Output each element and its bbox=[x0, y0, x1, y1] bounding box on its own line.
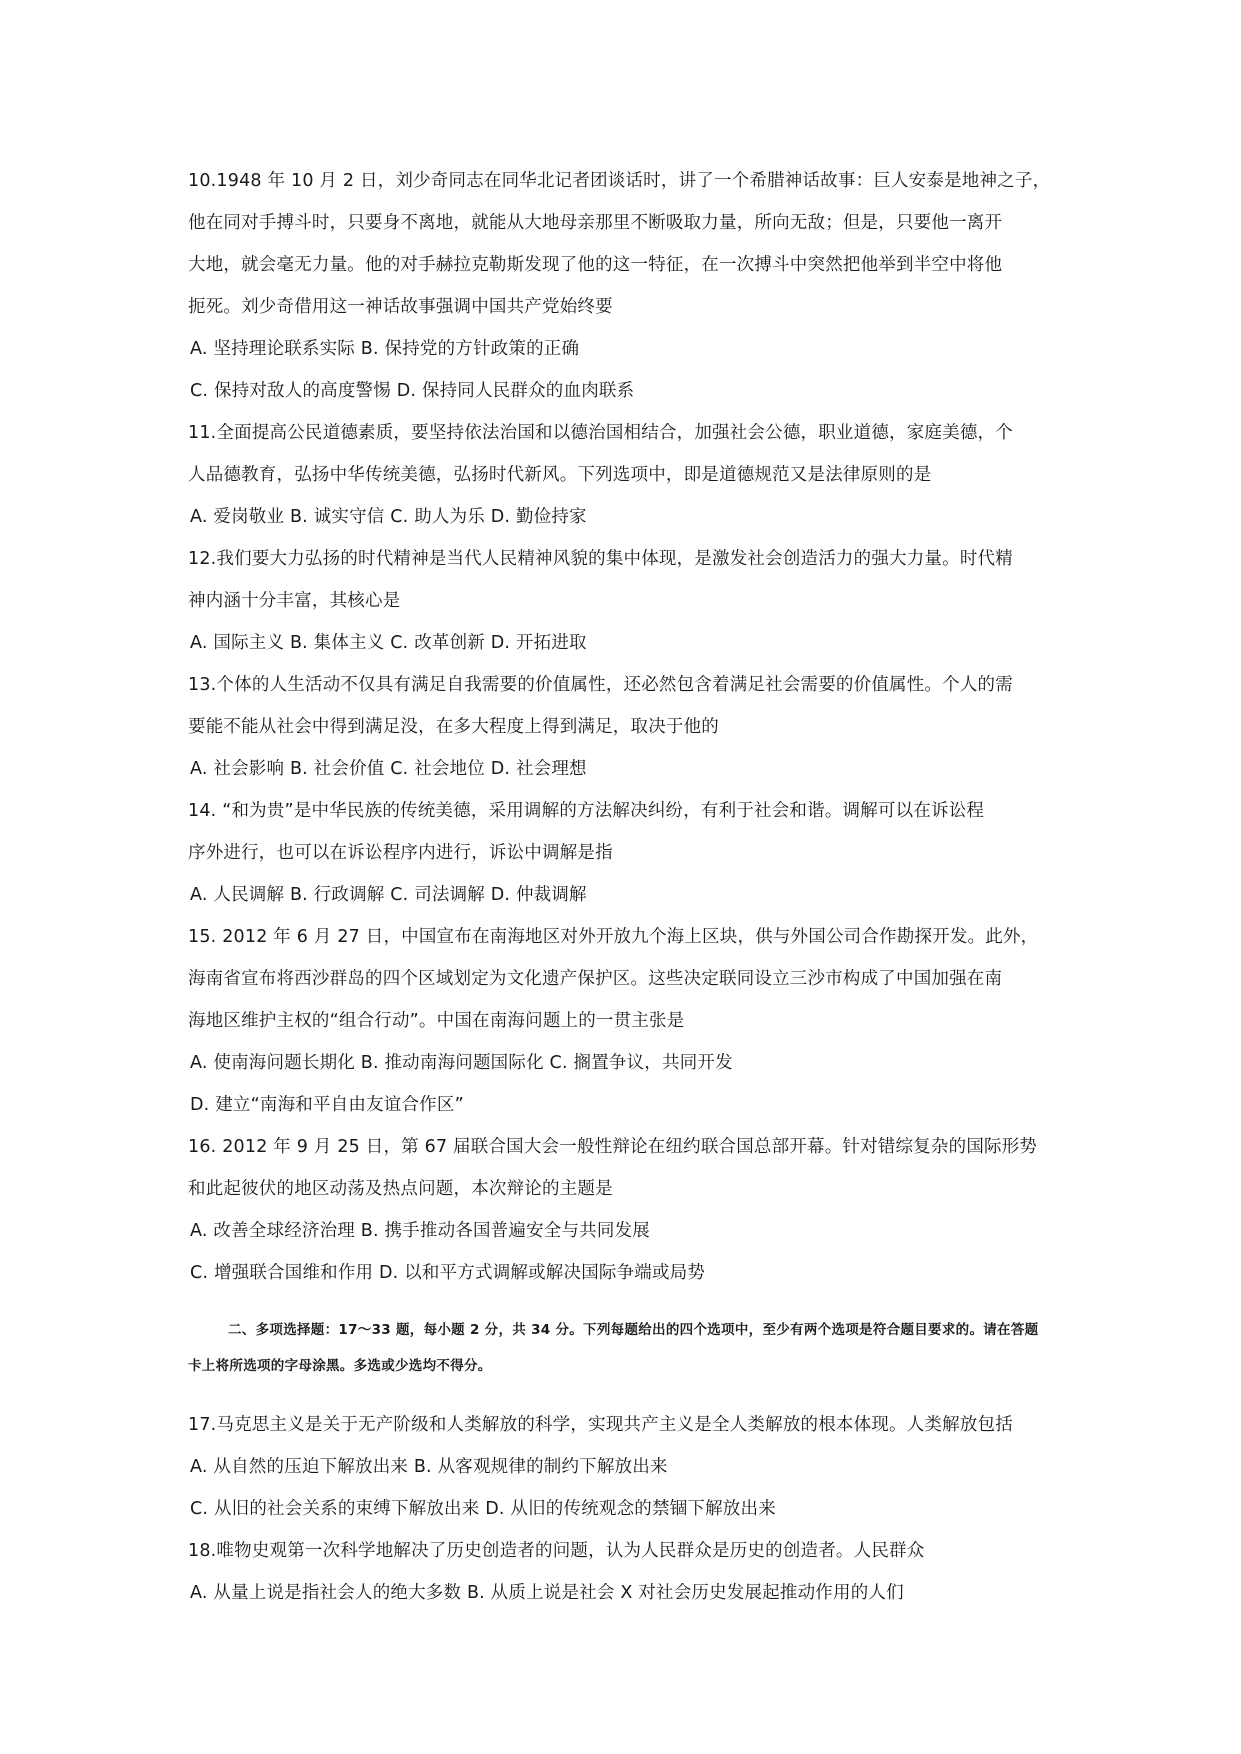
question-text-line: 人品德教育，弘扬中华传统美德，弘扬时代新风。下列选项中，即是道德规范又是法律原则的是 bbox=[188, 465, 932, 485]
question-text-line: 18.唯物史观第一次科学地解决了历史创造者的问题，认为人民群众是历史的创造者。人民群众 bbox=[188, 1541, 925, 1561]
question-text-line: 13.个体的人生活动不仅具有满足自我需要的价值属性，还必然包含着满足社会需要的价值属性。个人的需 bbox=[188, 675, 1013, 695]
answer-options-line: A. 从量上说是指社会人的绝大多数 B. 从质上说是社会 X 对社会历史发展起推动作用的人们 bbox=[190, 1583, 904, 1603]
question-14 bbox=[188, 790, 1068, 916]
section-spacer bbox=[188, 1384, 1068, 1404]
question-text-line: 序外进行，也可以在诉讼程序内进行，诉讼中调解是指 bbox=[188, 843, 613, 863]
answer-options-line: A. 人民调解 B. 行政调解 C. 司法调解 D. 仲裁调解 bbox=[190, 885, 587, 905]
answer-options-line: A. 爱岗敬业 B. 诚实守信 C. 助人为乐 D. 勤俭持家 bbox=[190, 507, 587, 527]
answer-options-line: A. 改善全球经济治理 B. 携手推动各国普遍安全与共同发展 bbox=[190, 1221, 650, 1241]
answer-options-line: C. 从旧的社会关系的束缚下解放出来 D. 从旧的传统观念的禁锢下解放出来 bbox=[190, 1499, 776, 1519]
question-13 bbox=[188, 664, 1068, 790]
question-text-line: 14. “和为贵”是中华民族的传统美德，采用调解的方法解决纠纷，有利于社会和谐。调解可以在诉讼程 bbox=[188, 801, 985, 821]
question-text-line: 海地区维护主权的“组合行动”。中国在南海问题上的一贯主张是 bbox=[188, 1011, 685, 1031]
question-18 bbox=[188, 1530, 1068, 1614]
question-text-line: 扼死。刘少奇借用这一神话故事强调中国共产党始终要 bbox=[188, 297, 613, 317]
question-text-line: 他在同对手搏斗时，只要身不离地，就能从大地母亲那里不断吸取力量，所向无敌；但是，只要他一离开 bbox=[188, 213, 1003, 233]
answer-options-line: A. 使南海问题长期化 B. 推动南海问题国际化 C. 搁置争议，共同开发 bbox=[190, 1053, 733, 1073]
question-12 bbox=[188, 538, 1068, 664]
question-text-line: 15. 2012 年 6 月 27 日，中国宣布在南海地区对外开放九个海上区块，供与外国公司合作勘探开发。此外， bbox=[188, 927, 1039, 947]
question-text-line: 要能不能从社会中得到满足没，在多大程度上得到满足，取决于他的 bbox=[188, 717, 719, 737]
answer-options-line: D. 建立“南海和平自由友谊合作区” bbox=[190, 1095, 464, 1115]
section-heading bbox=[188, 1312, 1068, 1384]
section-heading-line: 二、多项选择题：17～33 题，每小题 2 分，共 34 分。下列每题给出的四个选项中，至少有两个选项是符合题目要求的。请在答题 bbox=[228, 1322, 1039, 1338]
section-heading-line: 卡上将所选项的字母涂黑。多选或少选均不得分。 bbox=[188, 1358, 492, 1374]
answer-options-line: A. 社会影响 B. 社会价值 C. 社会地位 D. 社会理想 bbox=[190, 759, 587, 779]
question-text-line: 12.我们要大力弘扬的时代精神是当代人民精神风貌的集中体现，是激发社会创造活力的强大力量。时代精 bbox=[188, 549, 1013, 569]
answer-options-line: A. 国际主义 B. 集体主义 C. 改革创新 D. 开拓进取 bbox=[190, 633, 587, 653]
question-text-line: 11.全面提高公民道德素质，要坚持依法治国和以德治国相结合，加强社会公德，职业道德，家庭美德，个 bbox=[188, 423, 1013, 443]
question-16 bbox=[188, 1126, 1068, 1294]
question-11 bbox=[188, 412, 1068, 538]
answer-options-line: C. 保持对敌人的高度警惕 D. 保持同人民群众的血肉联系 bbox=[190, 381, 635, 401]
exam-page bbox=[188, 160, 1068, 1614]
question-text-line: 海南省宣布将西沙群岛的四个区域划定为文化遗产保护区。这些决定联同设立三沙市构成了中国加强在南 bbox=[188, 969, 1003, 989]
question-text-line: 神内涵十分丰富，其核心是 bbox=[188, 591, 401, 611]
answer-options-line: C. 增强联合国维和作用 D. 以和平方式调解或解决国际争端或局势 bbox=[190, 1263, 706, 1283]
question-text-line: 10.1948 年 10 月 2 日，刘少奇同志在同华北记者团谈话时，讲了一个希腊神话故事：巨人安泰是地神之子， bbox=[188, 171, 1051, 191]
question-text-line: 17.马克思主义是关于无产阶级和人类解放的科学，实现共产主义是全人类解放的根本体现。人类解放包括 bbox=[188, 1415, 1013, 1435]
answer-options-line: A. 从自然的压迫下解放出来 B. 从客观规律的制约下解放出来 bbox=[190, 1457, 668, 1477]
question-15 bbox=[188, 916, 1068, 1126]
question-text-line: 和此起彼伏的地区动荡及热点问题，本次辩论的主题是 bbox=[188, 1179, 613, 1199]
question-text-line: 大地，就会毫无力量。他的对手赫拉克勒斯发现了他的这一特征，在一次搏斗中突然把他举到半空中将他 bbox=[188, 255, 1003, 275]
question-17 bbox=[188, 1404, 1068, 1530]
answer-options-line: A. 坚持理论联系实际 B. 保持党的方针政策的正确 bbox=[190, 339, 580, 359]
question-10 bbox=[188, 160, 1068, 412]
question-text-line: 16. 2012 年 9 月 25 日，第 67 届联合国大会一般性辩论在纽约联合国总部开幕。针对错综复杂的国际形势 bbox=[188, 1137, 1038, 1157]
